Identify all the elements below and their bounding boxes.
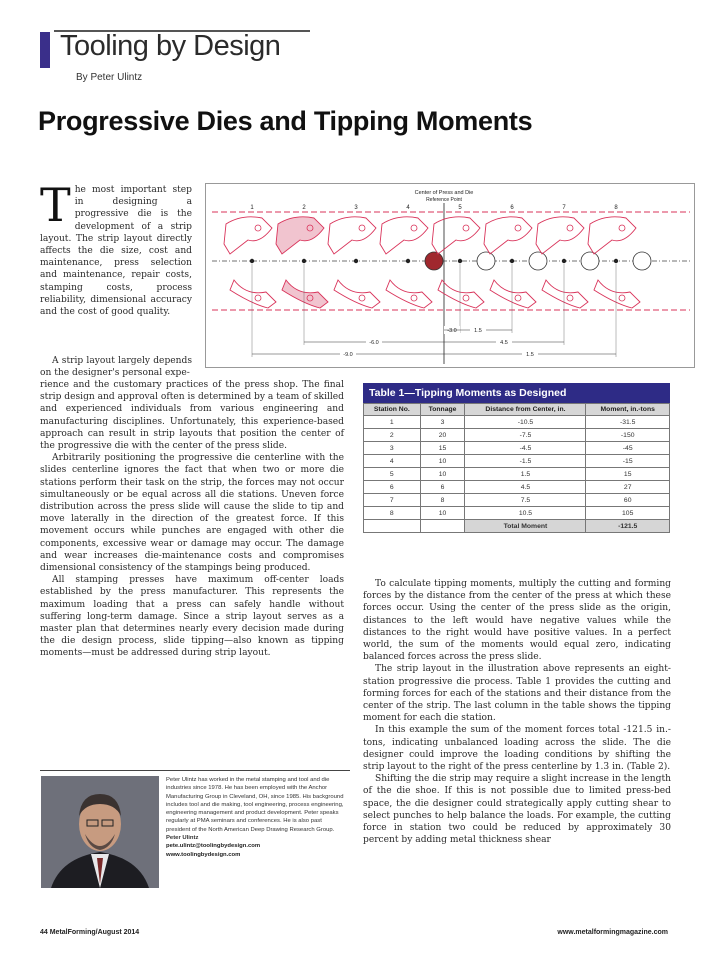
pierce-hole	[255, 225, 261, 231]
table-row	[364, 455, 670, 468]
part-outline	[490, 280, 536, 308]
part-outline	[276, 217, 324, 254]
table-cell: 4.5	[465, 481, 586, 494]
table-header: Station No.	[364, 404, 421, 416]
pierce-hole	[359, 295, 365, 301]
table-cell: 10.5	[465, 507, 586, 520]
table-cell: 8	[364, 507, 421, 520]
pierce-hole	[359, 225, 365, 231]
table-cell: 3	[364, 442, 421, 455]
total-moment-value: -121.5	[586, 520, 670, 533]
table-row	[364, 481, 670, 494]
pilot-hole	[614, 259, 618, 263]
part-outline	[328, 217, 376, 254]
pierce-hole	[463, 295, 469, 301]
table-cell: 8	[420, 494, 465, 507]
table-cell: 6	[420, 481, 465, 494]
dimension-label: -6.0	[369, 340, 379, 346]
part-outline	[432, 217, 480, 254]
author-photo	[41, 776, 159, 888]
center-label: Center of Press and Die	[414, 190, 474, 196]
table-cell-empty	[420, 520, 465, 533]
intro-paragraph-3: Arbitrarily positioning the progressive die centerline with the slides centerline ignores the fact that when two or more die stations perform their task on the strip, the forces may not occur simultaneously or be equal across all die stations. Uneven force distribution across the press slide will cause the slide to tip and move laterally in the direction of the greatest force. If this movement occurs while punches are engaged with other die components, excessive wear or damage may occur. The damage and wear increases die-maintenance costs and compromises dimensional consistency of the stampings being produced.	[40, 453, 344, 574]
intro-paragraph-2a: A strip layout largely depends on the designer's personal expe-	[40, 356, 192, 379]
total-moment-label: Total Moment	[465, 520, 586, 533]
table-grid	[363, 403, 670, 533]
pilot-hole	[458, 259, 462, 263]
author-bio-text: Peter Ulintz has worked in the metal stamping and tool and die industries since 1978. He has been employed with the Anchor Manufacturing Group in Cleveland, OH, since 1985. His background includes tool and die making, tool engineering, process engineering, engineering management and product development. Peter speaks regularly at PMA seminars and conferences. He is also past president of the North American Deep Drawing Research Group.	[166, 777, 344, 833]
table-cell: 15	[586, 468, 670, 481]
table-cell: 1.5	[465, 468, 586, 481]
pierce-hole	[463, 225, 469, 231]
station-number: 4	[406, 205, 410, 211]
pierce-hole	[515, 295, 521, 301]
table-cell: 10	[420, 468, 465, 481]
table-cell: 60	[586, 494, 670, 507]
pierce-hole	[567, 225, 573, 231]
table-cell: 4	[364, 455, 421, 468]
part-outline	[594, 280, 640, 308]
author-name: Peter Ulintz	[166, 835, 199, 842]
intro-paragraph-2: rience and the customary practices of the press shop. The final strip design and approval often is determined by a team of skilled and experienced individuals from various engineering and manufacturing disciplines. Unfortunately, this experience-based approach can result in strip layouts that position the center of the progressive die with the center of the press slide.	[40, 380, 344, 452]
dimension-label: -3.0	[447, 328, 457, 334]
draw-hole	[633, 252, 651, 270]
pierce-hole	[567, 295, 573, 301]
pierce-hole	[411, 225, 417, 231]
table-total-row	[364, 520, 670, 533]
table-cell: -10.5	[465, 416, 586, 429]
column-accent-bar	[40, 32, 50, 68]
pierce-hole	[255, 295, 261, 301]
body-right	[363, 578, 671, 846]
table-row	[364, 507, 670, 520]
part-outline	[536, 217, 584, 254]
part-outline	[484, 217, 532, 254]
pilot-hole	[250, 259, 254, 263]
table-cell: 15	[420, 442, 465, 455]
author-email[interactable]: pete.ulintz@toolingbydesign.com	[166, 843, 261, 850]
author-rule	[40, 770, 350, 771]
part-outline	[438, 280, 484, 308]
part-outline	[380, 217, 428, 254]
drop-cap: T	[40, 178, 71, 232]
slug	[425, 252, 443, 270]
table-cell: 7	[364, 494, 421, 507]
draw-hole	[477, 252, 495, 270]
pierce-hole	[515, 225, 521, 231]
station-number: 5	[458, 205, 462, 211]
dimension-label: -9.0	[343, 352, 353, 358]
dimension-label: 1.5	[474, 328, 482, 334]
strip-layout-drawing	[206, 184, 694, 367]
pierce-hole	[619, 295, 625, 301]
table-cell: -45	[586, 442, 670, 455]
intro-paragraph-4: All stamping presses have maximum off-center loads established by the press manufacturer. This represents the maximum loading that a press can safely handle without suffering long-term damage. Since a strip layout serves as a master plan that determines nearly every decision made during the die design process, slide tipping—also known as tipping moments—must be addressed during strip layout.	[40, 575, 344, 659]
table-cell-empty	[364, 520, 421, 533]
body-left	[40, 379, 344, 660]
pierce-hole	[411, 295, 417, 301]
author-portrait	[41, 776, 159, 888]
byline: By Peter Ulintz	[76, 72, 143, 83]
table-cell: -31.5	[586, 416, 670, 429]
pierce-hole	[619, 225, 625, 231]
pilot-hole	[354, 259, 358, 263]
table-row	[364, 468, 670, 481]
pilot-hole	[562, 259, 566, 263]
pilot-hole	[406, 259, 410, 263]
table-row	[364, 494, 670, 507]
footer-website[interactable]: www.metalformingmagazine.com	[557, 929, 668, 936]
right-paragraph-3: In this example the sum of the moment forces total -121.5 in.-tons, indicating unbalanced loading across the slide. The die designer could improve the loading conditions by shifting the strip layout to the right of the press centerline by 1.3 in. (Table 2).	[363, 725, 671, 773]
dimension-lines	[252, 264, 616, 358]
table-row	[364, 442, 670, 455]
part-outline	[224, 217, 272, 254]
author-website[interactable]: www.toolingbydesign.com	[166, 851, 241, 858]
right-paragraph-4: Shifting the die strip may require a slight increase in the length of the die shoe. If this is not possible due to limited press-bed space, the die designer could strategically apply cutting shear to select punches to help balance the loads. For example, the cutting force in station two could be reduced by approximately 30 percent by adding metal thickness shear	[363, 774, 671, 846]
right-paragraph-2: The strip layout in the illustration above represents an eight-station progressive die process. Table 1 provides the cutting and forming forces for each of the stations and their distance from the center of the strip. The last column in the table shows the tipping moment for each die station.	[363, 664, 671, 724]
column-title: Tooling by Design	[60, 30, 281, 62]
table-cell: 2	[364, 429, 421, 442]
part-outline	[334, 280, 380, 308]
table-row	[364, 429, 670, 442]
table-cell: 5	[364, 468, 421, 481]
table-cell: -1.5	[465, 455, 586, 468]
part-outline	[542, 280, 588, 308]
table-cell: 105	[586, 507, 670, 520]
table-cell: -15	[586, 455, 670, 468]
tipping-moment-table	[363, 383, 670, 533]
author-bio	[166, 776, 346, 859]
station-number: 3	[354, 205, 358, 211]
station-number: 6	[510, 205, 514, 211]
table-header: Moment, in.-tons	[586, 404, 670, 416]
table-cell: 6	[364, 481, 421, 494]
right-paragraph-1: To calculate tipping moments, multiply the cutting and forming forces by the distance from the center of the press at which these forces occur. Using the center of the press slide as the origin, distances to the left would have negative values while the distances to the right would have positive values. In a perfect world, the sum of the moments would equal zero, indicating balanced forces across the press slide.	[363, 579, 671, 663]
table-header: Distance from Center, in.	[465, 404, 586, 416]
table-cell: 20	[420, 429, 465, 442]
strip-layout-figure	[205, 183, 695, 368]
table-cell: -150	[586, 429, 670, 442]
table-cell: 7.5	[465, 494, 586, 507]
pilot-hole	[510, 259, 514, 263]
center-sublabel: Reference Point	[426, 197, 462, 203]
station-number: 1	[250, 205, 254, 211]
part-outline	[230, 280, 276, 308]
table-cell: 10	[420, 507, 465, 520]
headline: Progressive Dies and Tipping Moments	[38, 106, 533, 136]
table-cell: -4.5	[465, 442, 586, 455]
table-cell: 27	[586, 481, 670, 494]
part-outline	[588, 217, 636, 254]
station-number: 2	[302, 205, 306, 211]
draw-hole	[529, 252, 547, 270]
table-title: Table 1—Tipping Moments as Designed	[363, 383, 670, 403]
dimension-label: 4.5	[500, 340, 508, 346]
table-cell: -7.5	[465, 429, 586, 442]
table-cell: 1	[364, 416, 421, 429]
part-outline	[282, 280, 328, 308]
intro-text-2	[40, 355, 192, 379]
strip-parts	[224, 205, 651, 308]
footer-page-info: 44 MetalForming/August 2014	[40, 929, 140, 936]
part-outline	[386, 280, 432, 308]
table-cell: 10	[420, 455, 465, 468]
station-number: 7	[562, 205, 566, 211]
station-number: 8	[614, 205, 618, 211]
dimension-label: 1.5	[526, 352, 534, 358]
table-cell: 3	[420, 416, 465, 429]
pilot-hole	[302, 259, 306, 263]
table-header: Tonnage	[420, 404, 465, 416]
table-row	[364, 416, 670, 429]
intro-paragraph-1: he most important step in designing a progressive die is the development of a strip layout. The strip layout directly affects the die size, cost and maintenance, press selection and maintenance, repair costs, stamping costs, process reliability, dimensional accuracy and the cost of good quality.	[40, 185, 192, 318]
draw-hole	[581, 252, 599, 270]
